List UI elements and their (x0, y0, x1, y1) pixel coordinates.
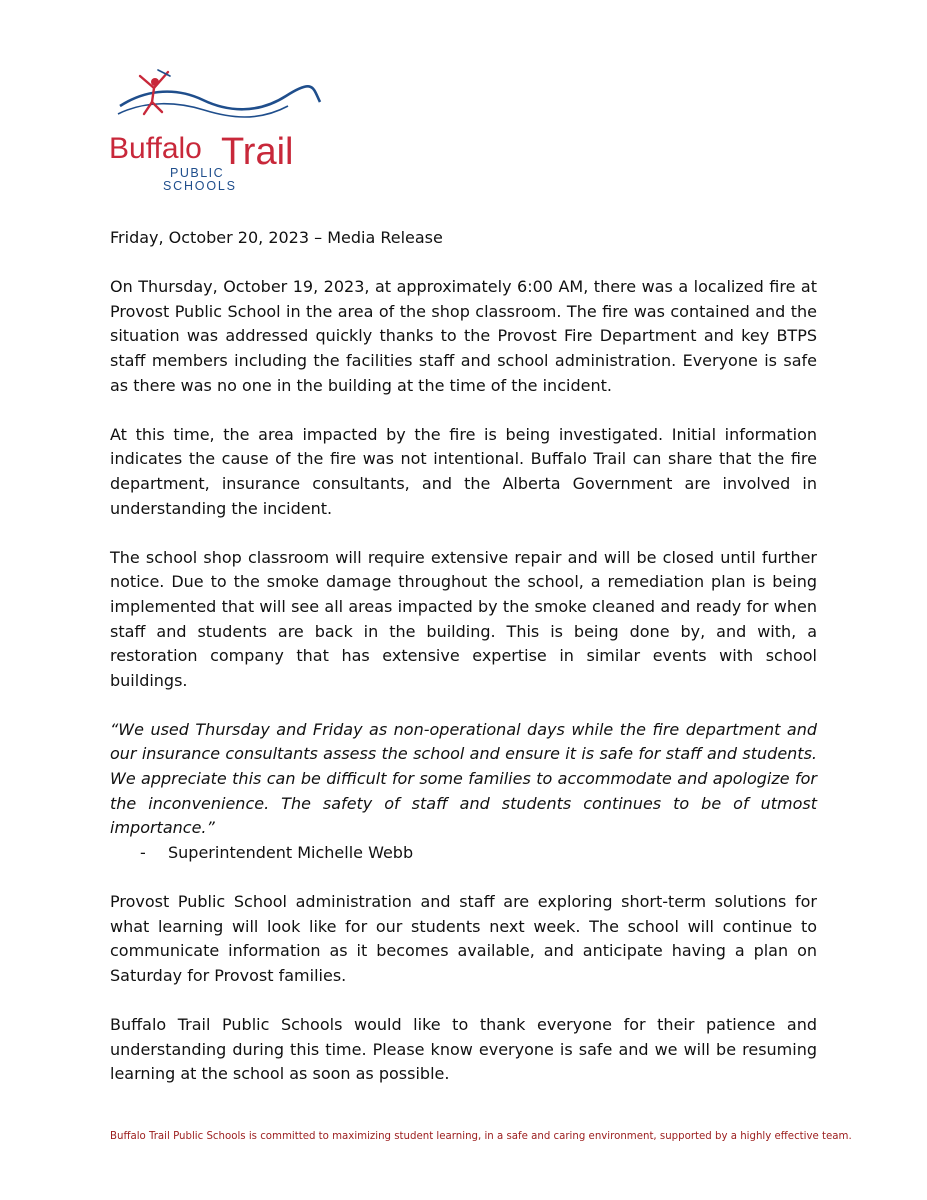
paragraph-thanks: Buffalo Trail Public Schools would like to thank everyone for their patience and understanding during this time. Please know everyone is safe and we will be resuming learning at the school as soon as possible. (110, 1015, 817, 1084)
quote-attribution (110, 841, 817, 866)
paragraph-incident: On Thursday, October 19, 2023, at approximately 6:00 AM, there was a localized fire at Provost Public School in the area of the shop classroom. The fire was contained and the situation was addressed quickly thanks to the Provost Fire Department and key BTPS staff members including the facilities staff and school administration. Everyone is safe as there was no one in the building at the time of the incident. (110, 277, 817, 395)
paragraph-repairs: The school shop classroom will require extensive repair and will be closed until further notice. Due to the smoke damage throughout the school, a remediation plan is being implemented that will see all areas impacted by the smoke cleaned and ready for when staff and students are back in the building. This is being done by, and with, a restoration company that has extensive expertise in similar events with school buildings. (110, 547, 817, 690)
buffalo-trail-logo-graphic (108, 66, 323, 194)
logo-word-schools: SCHOOLS (163, 179, 237, 193)
dateline: Friday, October 20, 2023 – Media Release (110, 228, 443, 247)
paragraph-next-steps: Provost Public School administration and staff are exploring short-term solutions for what learning will look like for our students next week. The school will continue to communicate information as it becomes available, and anticipate having a plan on Saturday for Provost families. (110, 892, 817, 985)
paragraph-investigation: At this time, the area impacted by the fire is being investigated. Initial information indicates the cause of the fire was not intentional. Buffalo Trail can share that the fire department, insurance consultants, and the Alberta Government are involved in understanding the incident. (110, 424, 817, 518)
attribution-dash: - (140, 842, 146, 862)
buffalo-trail-logo (108, 66, 323, 194)
superintendent-quote: “We used Thursday and Friday as non-operational days while the fire department and our insurance consultants assess the school and ensure it is safe for staff and students. We appreciate this can be difficult for some families to accommodate and apologize for the inconvenience. The safety of staff and students continues to be of utmost importance.” (110, 719, 817, 838)
logo-word-buffalo: Buffalo (109, 132, 202, 165)
logo-word-public: PUBLIC (170, 166, 225, 180)
attribution-name: Superintendent Michelle Webb (168, 842, 414, 862)
footer-mission-statement: Buffalo Trail Public Schools is committed to maximizing student learning, in a safe and caring environment, supported by a highly effective team. (110, 1131, 852, 1142)
logo-word-trail: Trail (221, 131, 294, 173)
media-release-body (110, 226, 817, 1111)
